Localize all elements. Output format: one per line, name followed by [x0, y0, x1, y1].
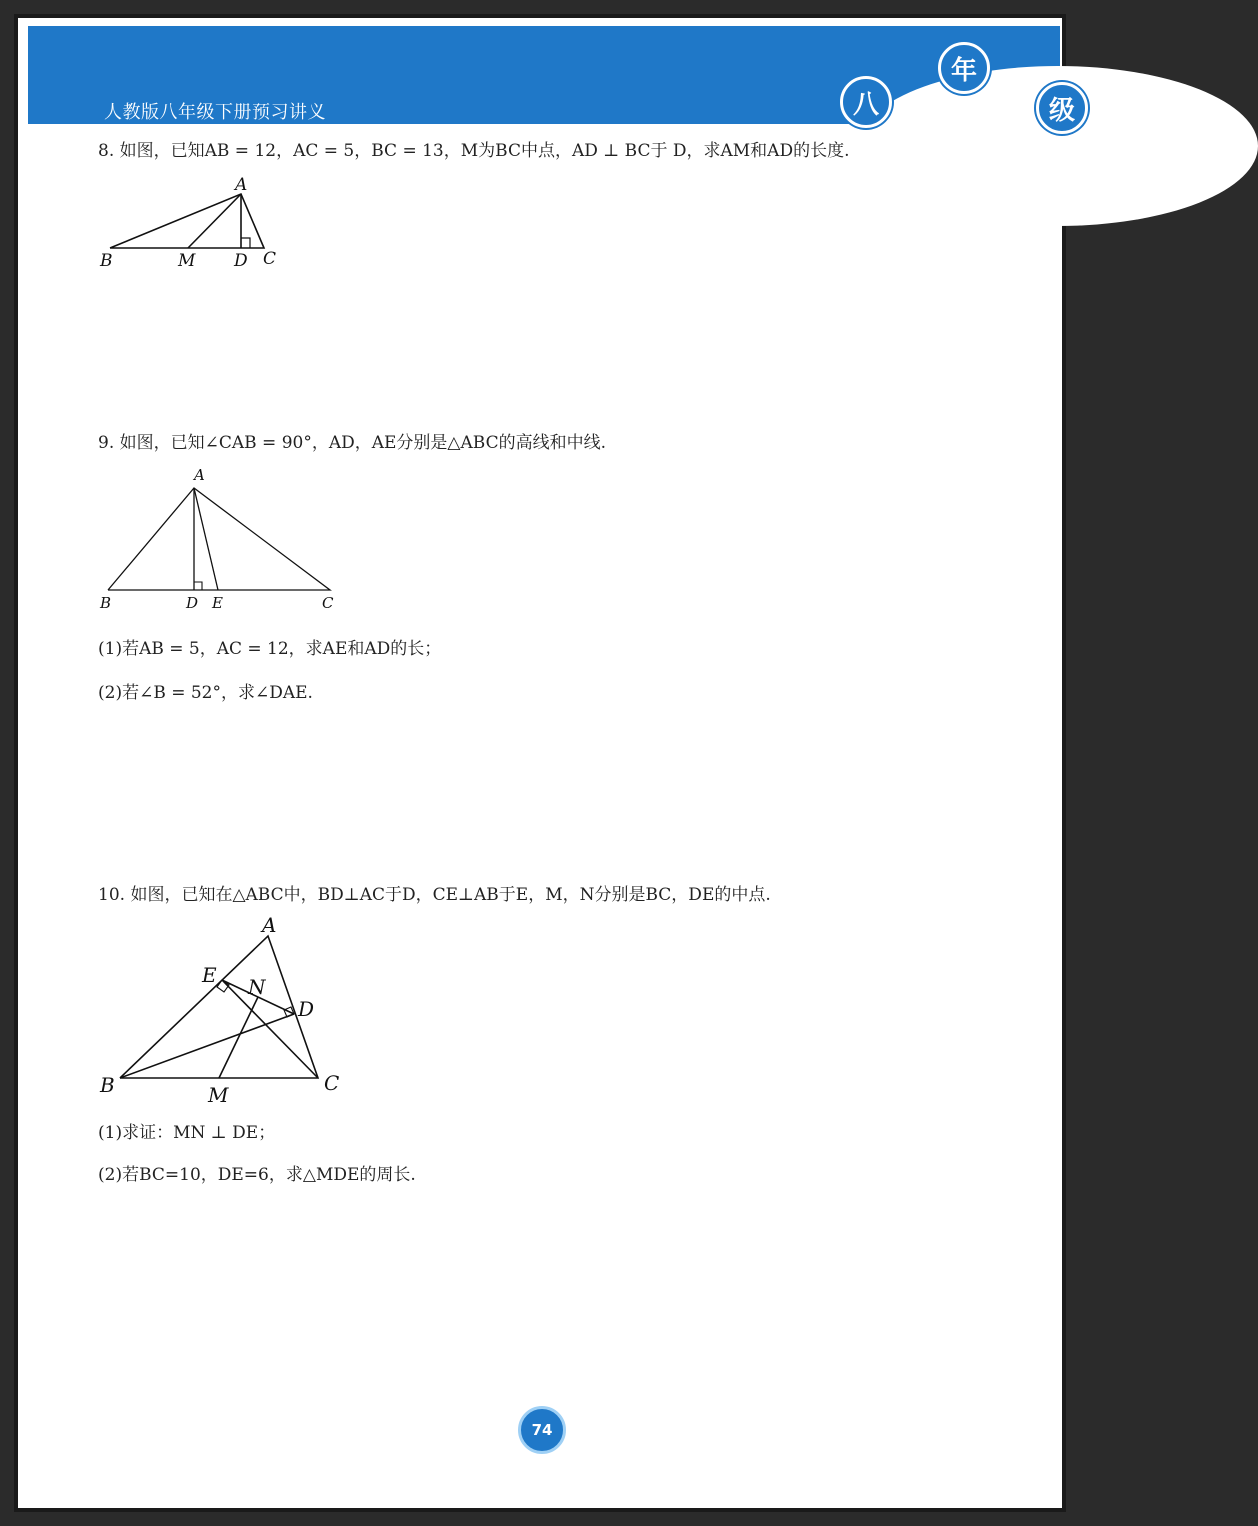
header-title: 人教版八年级下册预习讲义 [104, 102, 326, 123]
q10-label-b: B [100, 1073, 115, 1097]
q8-label-b: B [100, 251, 113, 271]
header-band [28, 26, 1060, 124]
grade-circle-ba: 八 [840, 76, 892, 128]
q9-label-c: C [322, 594, 334, 612]
q10-label-d: D [298, 997, 315, 1021]
q10-label-c: C [324, 1071, 340, 1095]
question-9-part-2: (2)若∠B = 52°，求∠DAE. [98, 683, 313, 703]
question-10-text: 10. 如图，已知在△ABC中，BD⊥AC于D，CE⊥AB于E，M，N分别是BC，DE的中点. [98, 885, 771, 905]
page-number-badge: 74 [518, 1406, 566, 1454]
q8-label-m: M [178, 251, 196, 271]
grade-circle-nian: 年 [938, 42, 990, 94]
question-9-part-1: (1)若AB = 5，AC = 12，求AE和AD的长； [98, 639, 442, 659]
question-9-figure [98, 466, 348, 616]
q10-label-a: A [262, 913, 277, 937]
question-10-figure [98, 913, 358, 1107]
q9-label-d: D [186, 594, 199, 612]
question-8-text: 8. 如图，已知AB = 12，AC = 5，BC = 13，M为BC中点，AD ⊥ BC于 D，求AM和AD的长度. [98, 141, 850, 161]
q10-label-m: M [208, 1083, 229, 1107]
q9-label-e: E [212, 594, 223, 612]
question-10-part-1: (1)求证：MN ⊥ DE； [98, 1123, 276, 1143]
question-8-figure [98, 175, 298, 271]
worksheet-page [14, 14, 1075, 1512]
q10-label-e: E [202, 963, 217, 987]
q8-label-c: C [263, 249, 277, 269]
q10-label-n: N [248, 975, 266, 999]
grade-circle-ji: 级 [1036, 82, 1088, 134]
q8-label-d: D [234, 251, 248, 271]
q9-label-a: A [194, 466, 205, 484]
q8-label-a: A [235, 175, 248, 195]
question-10-part-2: (2)若BC=10，DE=6，求△MDE的周长. [98, 1165, 416, 1185]
q9-label-b: B [100, 594, 112, 612]
question-9-text: 9. 如图，已知∠CAB = 90°，AD，AE分别是△ABC的高线和中线. [98, 433, 606, 453]
